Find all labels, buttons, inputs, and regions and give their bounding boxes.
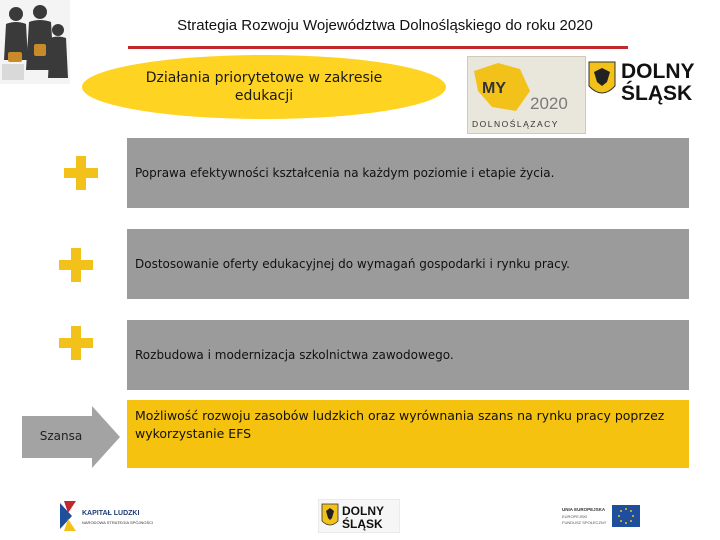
footer-dolny-slask-logo xyxy=(318,499,400,533)
footer-ds-line1: DOLNY xyxy=(342,504,384,518)
page-title: Strategia Rozwoju Województwa Dolnośląskiego do roku 2020 xyxy=(177,17,593,34)
kapital-line2: NARODOWA STRATEGIA SPÓJNOŚCI xyxy=(82,520,154,525)
my-logo-text: MY xyxy=(482,80,506,97)
header-photo xyxy=(0,0,70,84)
ds-logo-line2: ŚLĄSK xyxy=(621,82,693,105)
kapital-line1: KAPITAŁ LUDZKI xyxy=(82,510,140,517)
header-divider xyxy=(128,46,628,49)
priority-item xyxy=(127,229,689,299)
plus-icon xyxy=(59,326,93,360)
footer-ds-line2: ŚLĄSK xyxy=(342,517,383,531)
priority-item xyxy=(127,320,689,390)
priority-item-text: Rozbudowa i modernizacja szkolnictwa zawodowego. xyxy=(135,348,454,362)
priority-item-text: Poprawa efektywności kształcenia na każdym poziomie i etapie życia. xyxy=(135,166,555,180)
my-2020-logo xyxy=(467,56,586,134)
kapital-ludzki-logo xyxy=(58,499,158,533)
priority-item-text: Dostosowanie oferty edukacyjnej do wymagań gospodarki i rynku pracy. xyxy=(135,257,570,271)
my-logo-caption: DOLNOŚLĄZACY xyxy=(472,119,559,129)
ds-logo-line1: DOLNY xyxy=(621,60,695,83)
opportunity-item-text: Możliwość rozwoju zasobów ludzkich oraz wyrównania szans na rynku pracy poprzez wykorzystanie EFS xyxy=(135,408,665,441)
plus-icon xyxy=(64,156,98,190)
plus-icon xyxy=(59,248,93,282)
my-logo-year: 2020 xyxy=(530,94,568,113)
opportunity-item xyxy=(127,400,689,468)
priority-item xyxy=(127,138,689,208)
ue-line1: UNIA EUROPEJSKA xyxy=(562,507,606,512)
ue-line3: FUNDUSZ SPOŁECZNY xyxy=(562,520,607,525)
section-heading-oval xyxy=(82,55,446,119)
section-heading: Działania priorytetowe w zakresie edukacji xyxy=(145,70,383,104)
szansa-label: Szansa xyxy=(39,429,83,443)
dolny-slask-logo xyxy=(585,56,717,106)
ue-line2: EUROPEJSKI xyxy=(562,514,588,519)
eu-efs-logo xyxy=(560,503,642,531)
